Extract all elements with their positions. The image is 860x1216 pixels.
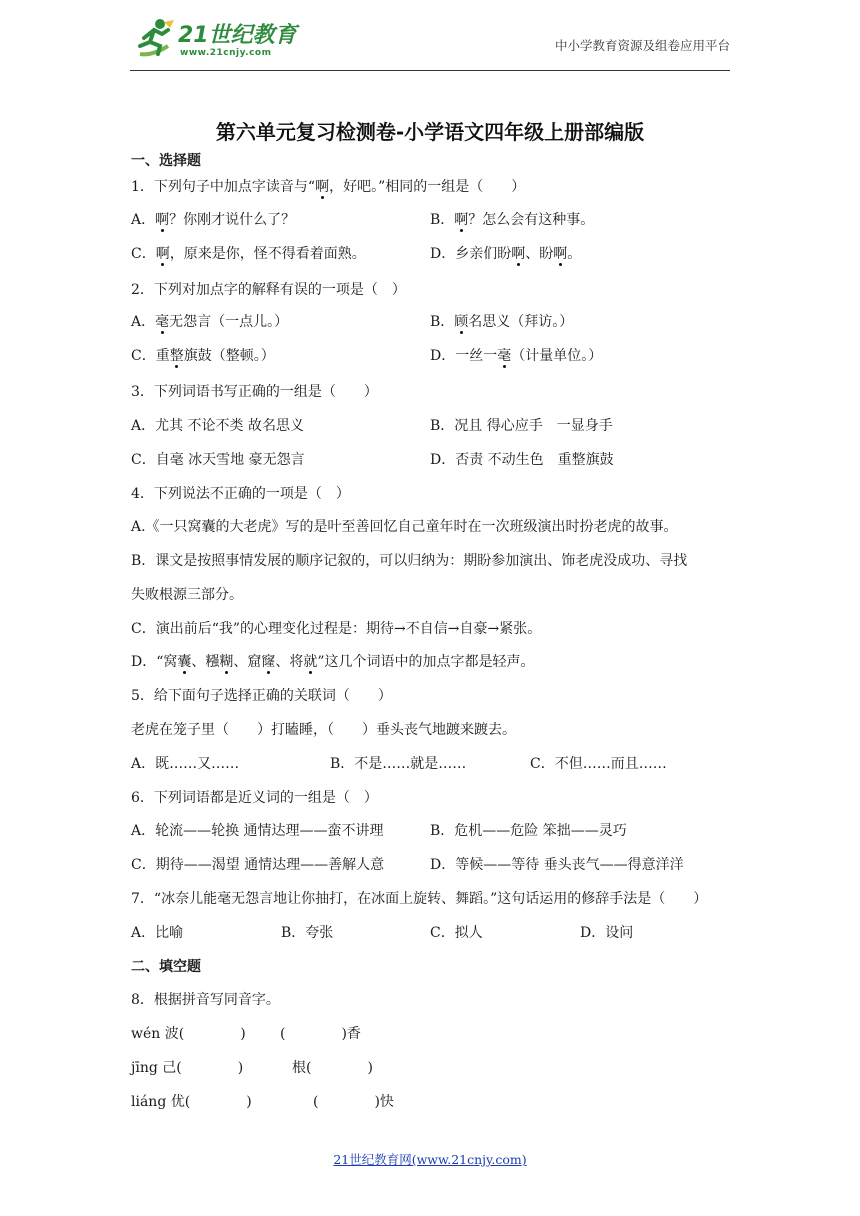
page-header: [130, 8, 730, 71]
question-1-option-c: C．啊，原来是你，怪不得看着面熟。: [131, 246, 366, 262]
question-1-option-a: A．啊？你刚才说什么了？: [131, 212, 296, 228]
question-3-option-d: D．否责 不动生色 重整旗鼓: [430, 452, 614, 468]
logo-url: www.21cnjy.com: [180, 48, 272, 58]
question-8-stem: 8．根据拼音写同音字。: [131, 992, 280, 1008]
question-3-option-b: B．况且 得心应手 一显身手: [430, 418, 613, 434]
question-5-sentence: 老虎在笼子里（ ）打瞌睡，（ ）垂头丧气地踱来踱去。: [131, 722, 516, 738]
question-6-option-a: A．轮流——轮换 通情达理——蛮不讲理: [131, 823, 384, 839]
question-2-option-d: D．一丝一毫（计量单位。）: [430, 348, 603, 364]
footer-link[interactable]: 21世纪教育网(www.21cnjy.com): [333, 1152, 527, 1167]
question-7-option-c: C．拟人: [430, 925, 483, 941]
question-4-option-d: D．“窝囊、糨糊、窟窿、将就”这几个词语中的加点字都是轻声。: [131, 654, 535, 670]
question-8-row-3: liáng 优( ): [131, 1094, 252, 1110]
question-4-option-b-line2: 失败根源三部分。: [131, 587, 243, 603]
question-7-option-a: A．比喻: [131, 925, 184, 941]
question-4-option-b-line1: B．课文是按照事情发展的顺序记叙的，可以归纳为：期盼参加演出、饰老虎没成功、寻找: [131, 553, 688, 569]
question-2-option-a: A．毫无怨言（一点儿。）: [131, 314, 289, 330]
question-1-stem: 1．下列句子中加点字读音与“啊，好吧。”相同的一组是（ ）: [131, 179, 526, 195]
question-3-option-c: C．自毫 冰天雪地 豪无怨言: [131, 452, 305, 468]
section-heading-choice: 一、选择题: [131, 153, 201, 169]
question-6-stem: 6．下列词语都是近义词的一组是（ ）: [131, 790, 378, 806]
logo-text: 21世纪教育: [178, 23, 297, 48]
question-2-option-b: B．顾名思义（拜访。）: [430, 314, 574, 330]
question-8-row-2: jīng 己( ): [131, 1060, 244, 1076]
question-4-option-a: A.《一只窝囊的大老虎》写的是叶至善回忆自己童年时在一次班级演出时扮老虎的故事。: [131, 519, 678, 535]
question-4-stem: 4．下列说法不正确的一项是（ ）: [131, 486, 350, 502]
question-8-row-3-b: ( )快: [313, 1094, 394, 1110]
section-heading-fill: 二、填空题: [131, 959, 201, 975]
question-7-stem: 7．“冰奈儿能毫无怨言地让你抽打，在冰面上旋转、舞蹈。”这句话运用的修辞手法是（ ）: [131, 891, 708, 907]
question-5-option-c: C．不但……而且……: [530, 756, 667, 772]
question-3-stem: 3．下列词语书写正确的一组是（ ）: [131, 384, 378, 400]
site-logo: [130, 12, 300, 64]
question-5-stem: 5．给下面句子选择正确的关联词（ ）: [131, 688, 392, 704]
platform-name: 中小学教育资源及组卷应用平台: [554, 38, 730, 53]
question-6-option-d: D．等候——等待 垂头丧气——得意洋洋: [430, 857, 684, 873]
runner-logo-icon: [130, 16, 176, 60]
page-title: 第六单元复习检测卷-小学语文四年级上册部编版: [215, 120, 645, 144]
question-1-option-d: D．乡亲们盼啊、盼啊。: [430, 246, 582, 262]
question-8-row-2-b: 根( ): [292, 1060, 373, 1076]
question-5-option-a: A．既……又……: [131, 756, 240, 772]
question-4-option-c: C．演出前后“我”的心理变化过程是：期待→不自信→自豪→紧张。: [131, 621, 542, 637]
question-7-option-d: D．设问: [580, 925, 634, 941]
question-6-option-b: B．危机——危险 笨拙——灵巧: [430, 823, 627, 839]
question-6-option-c: C．期待——渴望 通情达理——善解人意: [131, 857, 385, 873]
question-7-option-b: B．夸张: [281, 925, 334, 941]
question-5-option-b: B．不是……就是……: [330, 756, 467, 772]
question-2-stem: 2．下列对加点字的解释有误的一项是（ ）: [131, 282, 406, 298]
question-1-option-b: B．啊？怎么会有这种事。: [430, 212, 595, 228]
question-8-row-1: wén 波( ): [131, 1026, 246, 1042]
question-3-option-a: A．尤其 不论不类 故名思义: [131, 418, 305, 434]
question-8-row-1-b: ( )香: [280, 1026, 361, 1042]
question-2-option-c: C．重整旗鼓（整顿。）: [131, 348, 275, 364]
